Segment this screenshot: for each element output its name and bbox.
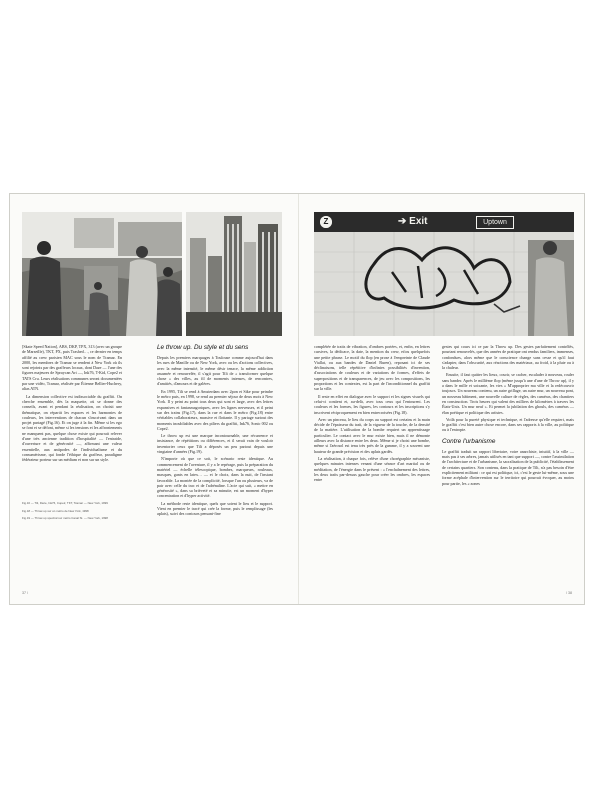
right-column-1 [314, 344, 430, 484]
page-number-left: 37 / [22, 591, 28, 595]
paragraph: complétée de traits de vibration, d'ombres portées, et, enfin, en lettres cursives, la dédicace, la date, la mention du crew, et/ou quelquefois une petite phrase. Le motif du flop (en prose à l'empreinte de Claude Viallat, ou aux bandes de Daniel Buren), reposant ici de ses déclinaisons, telle répétitive d'infinies possibilités d'invention, d'associations de couleurs et de variations de formes, d'effets de superpositions et de transparences, de jeu avec les compositions, les proportions et les contextes, est la part de l'inconditionnel du graffiti sur la ville. [314, 344, 430, 392]
paragraph: Voilà pour la pureté physique et technique, et l'adresse qu'elle requiert, mais le graffiti c'est bien autre chose encore, dans ses rapports à la ville, au politique ou à l'entropie. [442, 416, 574, 433]
paragraph: gestes qui cours ici ce par la Throw up. Des gestes parfaitement contrôlés, pourtant renouvelés, que des années de pratique ont rendus familiers, immenses, confondues, alors même que le conscience change sans cesse et qu'il faut s'adapter, dans l'obscurité, aux réactions des matériaux, au froid, à la pluie ou à la chaleur. [442, 344, 574, 371]
section-heading-urbanisme: Contre l'urbanisme [442, 437, 496, 445]
paragraph: Il reste en effet en dialogue avec le support et les signes visuels qui celui-ci contient et, au-delà, avec tous ceux qui l'entourent. Les couleurs et les formes, les figures, les contours et les inscriptions s'y inscrivent réciproquement en bien entrecroisées (Fig.18). [314, 393, 430, 415]
book-spread [9, 193, 585, 605]
subway-line-letter: Z [323, 217, 329, 226]
photo-subway-throw-up [314, 212, 574, 336]
exit-sign-text: Exit [409, 216, 428, 227]
paragraph: La méthode reste identique, quels que soient le lieu et le support. Vient en premier le tracé qui crée la forme, puis le remplissage (les aplats), suivi des contours pensant-fine [157, 500, 273, 517]
photo-new-york-skyline [186, 212, 282, 336]
figure-caption: Fig.16 — Tilt, Daze, Ink76, Cope2, TKT, Tcamar — New York, 1999 [22, 501, 108, 505]
paragraph: Ensuite, il faut quitter les lieux, courir, se cacher, escalader à nouveau, rouler sans bander. Après le millième flop (même jusqu'à une d'une de Throw up), il y a dans le mille et soixante, les vies « M'approprier ma ville et la redécouvrir toujours. Un nouveau contenu, un autre grillage, un autre mur, un nouveau pont, un nouveau bâtiment, une nouvelle culture de règles, des caméras, des chantiers en construction. Trois heures qui valent des milliers de kilomètres à travers les États-Unis. Un mur neuf ». Et permet la jubilation des ghouls, des caméras — élan poétique et politique des artistes. [442, 372, 574, 415]
left-column-1 [22, 344, 122, 465]
paragraph: Le graffiti traduit un rapport libertaire, voire anarchiste, intuitif, à la ville — mais pas à ses arbres, jamais utilisés en tant que support —, contre l'assimilation de l'architecture et de l'urbanisme, la sacralisation de la publicité, l'établissement de certains quartiers. Son contenu, dans la pratique de Tilt, n'a pas besoin d'être explicitement militant : ce qui est politique, ici, c'est le geste lui-même, sous une forme acéphale d'intervention sur le territoire qui pourrait évoquer, au moins pour partie, les « zones [442, 448, 574, 486]
paragraph: La réalisation, à chaque fois, relève d'une chorégraphie mécaniste, quelques minutes intenses venant d'une séance d'art martial ou de méditation, de l'énergie dans le présent : « l'enchaînement des lettres, les deux traits par-dessus gauche pour créer les ombres, les espaces entre [314, 455, 430, 483]
figure-caption: Fig.18 — Throw up sur un métro de New York, 1998 [22, 508, 89, 513]
paragraph: Avec un pinceau, le lieu du corps au support est certains et la main décide de l'épaisseur du trait, de la vigueur de la touche, de la densité de la matière. L'utilisation de la bombe requiert un apprentissage particulier. Le contact avec le mur existe bien, mais il ne démonte ailleurs avec la distance entre les deux. Même si je choisi une bombe, même si l'aérosol est tenu très près de la gamme, il y a souvent une hauteur de grande précision et des aplats gardés. [314, 416, 430, 454]
exit-arrow-icon: ➔ [398, 216, 410, 227]
figure-caption: Fig.19 — Throw up spectral sur métro Canal St. — New York, 1998 [22, 516, 108, 521]
paragraph: En 1995, Tilt se rend à Amsterdam avec 2pon et Sike pour peindre le métro puis, en 1998, se rend au premier séjour de deux mois à New York. Il y peint au point tous deux qui sont et large, avec des lettres expansives et fantasmagoriques, avec les lignes nerveuses, et il peint sur des trains (Fig.17), dans la rue et dans le métro (Fig.18) entre véritables collaborateurs, massive et flottante. Il y partage surtout des moments inoubliables avec des piliers du graffiti, Ink76, Sonic 002 ou Cope2. [157, 388, 273, 431]
paragraph: [Skate Speed Nation], ABS, DKP, TPX, 313 (avec un groupe de Marseille), TKT, PX, puis Trashed…, ce dernier en temps affilié au crew parisien MAC sous le nom de Tcamar. En 2000, les membres de Tcamar se rendent à New York où ils sont rejoints par des graffeurs locaux, dont Daze — l'une des figures majeures de Spraycan Art —, Ink76, T-Kid, Cope2 et TATS Cru. Leurs réalisations communes seront documentées par une vidéo, Tcamar, réalisée par Étienne Bellier-Huchery, alias ATN. [22, 344, 122, 392]
page-gutter [298, 194, 299, 604]
uptown-sign-text: Uptown [483, 219, 507, 226]
left-column-2 [157, 344, 273, 519]
section-heading-throw-up: Le throw up. Du style et du sens [157, 344, 249, 351]
exit-sign [398, 215, 468, 229]
subway-line-badge [320, 216, 332, 228]
right-column-2 [442, 344, 574, 488]
paragraph: La dimension collective est indissociable du graffiti. On cherche ensemble, dès la maquette, où se donne des conseils, avant et pendant la réalisation, on choisit une thématique, on répartit les espaces et les harmonies de couleurs, les interventions de chacun s'inscrivant dans un projet partagé (Fig.16). Et on juge à la fin. Même si les ego se font et se défont, même si les tensions et les affrontements ne manquent pas, quelque chose existe qui pourrait relever d'une très ancienne tradition d'hospitalité — l'entraide, d'ouverture et de générosité —, affirmant une valeur essentielle, aux antipodes de l'individualisme et du consumérisme, qui fonde l'éthique du graffeur, paradigme fédérateur porteur sur un médium et non sur un style. [22, 393, 122, 463]
uptown-sign [476, 216, 514, 229]
paragraph: Depuis les premiers marquages à Toulouse comme aujourd'hui dans les rues de Manille ou de New York, avec ou les d'actions collectives, avec la même intensité, le même désir tenace, la même addiction assumée et renouvelée, il s'agit pour Tilt de « transformer quelque chose » des villes, au fil de moments intenses, de rencontres, d'amitiés, d'amours et de galères. [157, 355, 273, 387]
page-number-right: / 38 [566, 591, 572, 595]
paragraph: N'importe où que ce soit, le scénario reste identique. Au commencement de l'aventure, il y a le repérage, puis la préparation du matériel — échelle télescopique, bombes, marqueurs, rouleaux, masques, gants en latex… — et le choix, dans la nuit, de l'instant favorable. La montée de la complicité, lorsque l'un ou plusieurs, va de pair avec celle du trac et de l'adrénaline. L'acte qui suit, « mettre en générosité », dans sa brièveté et sa minutie, est un moment d'hyper concentration et d'hyper activité. [157, 456, 273, 499]
photo-group-graffiti-writers [22, 212, 182, 336]
figure-captions [22, 502, 122, 525]
paragraph: Le throw up est une marque incontournable, une récurrence et insistance, de répétitions ou différences, et il serait vain de vouloir inventorier ceux que Tilt a déposés un peu partout depuis une vingtaine d'années (Fig.19). [157, 433, 273, 455]
